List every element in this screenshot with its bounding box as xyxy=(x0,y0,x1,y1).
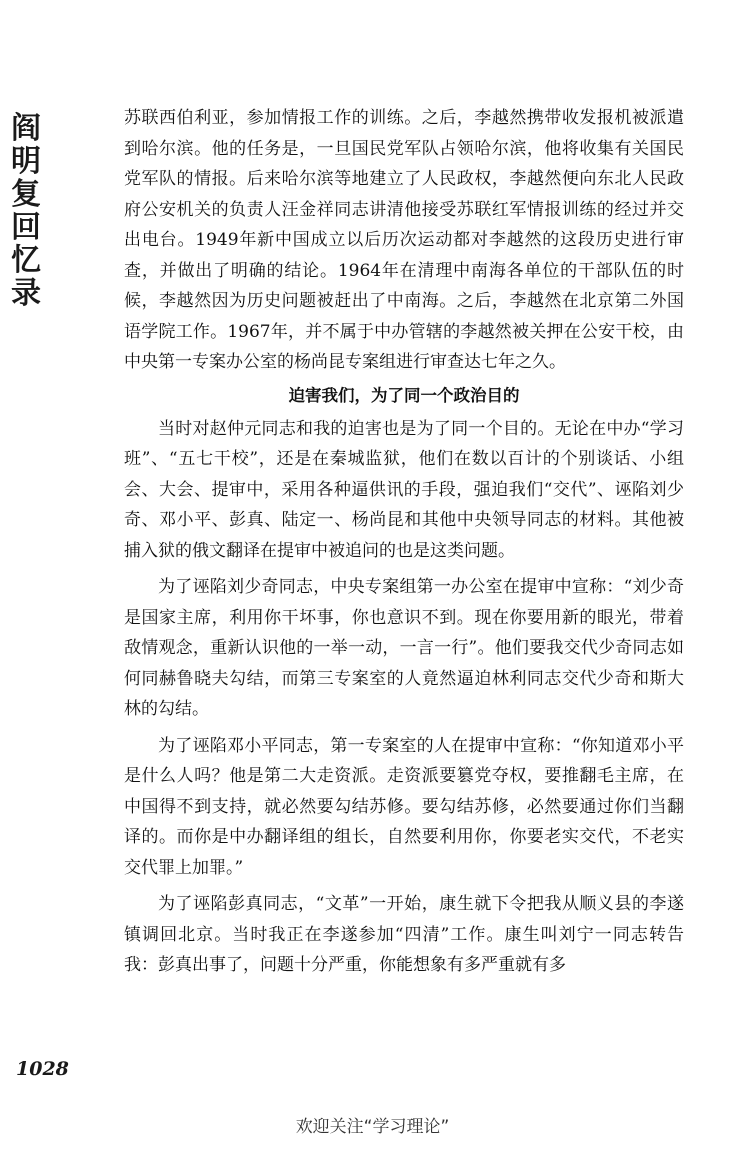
paragraph: 为了诬陷彭真同志，“文革”一开始，康生就下令把我从顺义县的李遂镇调回北京。当时我正在李遂参加“四清”工作。康生叫刘宁一同志转告我：彭真出事了，问题十分严重，你能想象有多严重就有多 xyxy=(124,894,684,975)
paragraph: 当时对赵仲元同志和我的迫害也是为了同一个目的。无论在中办“学习班”、“五七干校”，还是在秦城监狱，他们在数以百计的个别谈话、小组会、大会、提审中，采用各种逼供讯的手段，强迫我们“交代”、诬陷刘少奇、邓小平、彭真、陆定一、杨尚昆和其他中央领导同志的材料。其他被捕入狱的俄文翻译在提审中被追问的也是这类问题。 xyxy=(124,418,684,561)
paragraph: 为了诬陷邓小平同志，第一专案室的人在提审中宣称：“你知道邓小平是什么人吗？他是第二大走资派。走资派要篡党夺权，要推翻毛主席，在中国得不到支持，就必然要勾结苏修。要勾结苏修，必然要通过你们当翻译的。而你是中办翻译组的组长，自然要利用你，你要老实交代，不老实交代罪上加罪。” xyxy=(124,735,684,878)
paragraph-continued: 苏联西伯利亚，参加情报工作的训练。之后，李越然携带收发报机被派遣到哈尔滨。他的任务是，一旦国民党军队占领哈尔滨，他将收集有关国民党军队的情报。后来哈尔滨等地建立了人民政权，李越然便向东北人民政府公安机关的负责人汪金祥同志讲清他接受苏联红军情报训练的经过并交出电台。1949年新中国成立以后历次运动都对李越然的这段历史进行审查，并做出了明确的结论。1964年在清理中南海各单位的干部队伍的时候，李越然因为历史问题被赶出了中南海。之后，李越然在北京第二外国语学院工作。1967年，并不属于中办管辖的李越然被关押在公安干校，由中央第一专案办公室的杨尚昆专案组进行审查达七年之久。 xyxy=(124,108,684,372)
paragraph: 为了诬陷刘少奇同志，中央专案组第一办公室在提审中宣称：“刘少奇是国家主席，利用你干坏事，你也意识不到。现在你要用新的眼光，带着敌情观念，重新认识他的一举一动，一言一行”。他们要我交代少奇同志如何同赫鲁晓夫勾结，而第三专案室的人竟然逼迫林利同志交代少奇和斯大林的勾结。 xyxy=(124,577,684,719)
book-title-vertical: 阎 明 复 回 忆 录 xyxy=(11,111,41,311)
page-number: 1028 xyxy=(16,1058,69,1080)
page-body xyxy=(124,103,684,981)
section-heading: 迫害我们，为了同一个政治目的 xyxy=(288,385,520,405)
footer-watermark: 欢迎关注“学习理论” xyxy=(295,1117,450,1137)
